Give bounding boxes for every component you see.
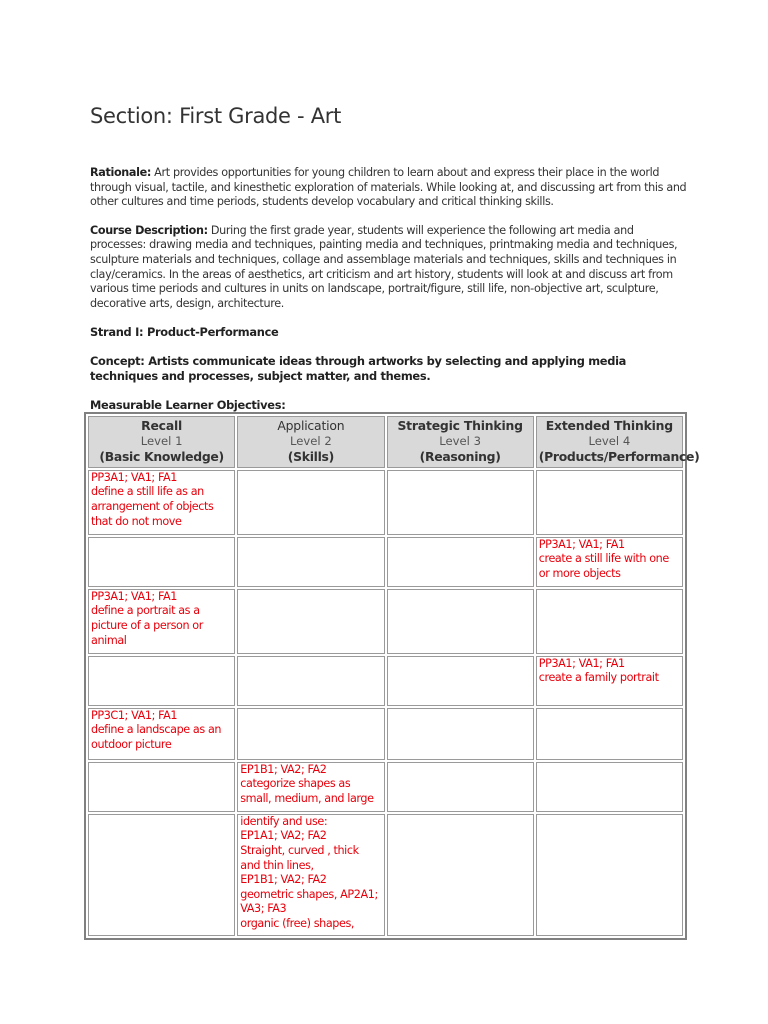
table-row (88, 537, 683, 587)
table-row (88, 708, 683, 760)
cell-application: identify and use: EP1A1; VA2; FA2 Straight, curved , thick and thin lines, EP1B1; VA2; FA2 geometric shapes, AP2A1; VA3; FA3 organic (free) shapes, (237, 814, 384, 936)
cell-extended-thinking (536, 762, 683, 812)
cell-strategic-thinking (387, 762, 534, 812)
header-sub: (Basic Knowledge) (99, 449, 224, 465)
cell-recall: PP3A1; VA1; FA1 define a still life as an arrangement of objects that do not move (88, 470, 235, 535)
cell-recall (88, 814, 235, 936)
cell-application (237, 708, 384, 760)
cell-application (237, 537, 384, 587)
table-row (88, 470, 683, 535)
course-description-label: Course Description: (90, 223, 208, 237)
header-strategic-thinking (387, 416, 534, 468)
header-extended-thinking (536, 416, 700, 468)
cell-strategic-thinking (387, 537, 534, 587)
cell-recall (88, 656, 235, 706)
rationale-label: Rationale: (90, 166, 151, 179)
header-sub: (Products/Performance) (538, 449, 700, 465)
course-description-paragraph (90, 224, 690, 312)
cell-strategic-thinking (387, 470, 534, 535)
concept-heading: Concept: Artists communicate ideas through artworks by selecting and applying media techniques and processes, subject matter, and themes. (90, 354, 627, 384)
objectives-label: Measurable Learner Objectives: (90, 398, 286, 413)
section-title: Section: First Grade - Art (90, 104, 342, 128)
course-description-text: During the first grade year, students will experience the following art media and processes: drawing media and techniques, painting media and techniques, printmaking media and techniques, sculpture materials and techniques, collage and assemblage materials and techniques, skills and techniques in clay/ceramics. In the areas of aesthetics, art criticism and art history, students will look at and discuss art from various time periods and cultures in units on landscape, portrait/figure, still life, non-objective art, sculpture, decorative arts, design, architecture. (90, 223, 678, 310)
cell-extended-thinking (536, 470, 683, 535)
rationale-paragraph (90, 166, 690, 210)
header-sub: (Skills) (287, 449, 334, 465)
cell-extended-thinking (536, 708, 683, 760)
header-name: Extended Thinking (545, 418, 673, 433)
header-level: Level 4 (588, 433, 631, 448)
cell-application (237, 589, 384, 654)
cell-recall (88, 537, 235, 587)
cell-recall: PP3C1; VA1; FA1 define a landscape as an outdoor picture (88, 708, 235, 760)
header-level: Level 1 (140, 433, 183, 448)
header-sub: (Reasoning) (419, 449, 501, 465)
header-name: Strategic Thinking (397, 418, 523, 433)
header-level: Level 3 (439, 433, 481, 448)
header-name: Recall (141, 418, 183, 433)
header-recall (88, 416, 235, 468)
document-page (90, 100, 690, 412)
cell-strategic-thinking (387, 656, 534, 706)
cell-extended-thinking (536, 814, 683, 936)
table-row (88, 814, 683, 936)
cell-extended-thinking (536, 589, 683, 654)
cell-strategic-thinking (387, 589, 534, 654)
cell-recall: PP3A1; VA1; FA1 define a portrait as a picture of a person or animal (88, 589, 235, 654)
cell-extended-thinking: PP3A1; VA1; FA1 create a family portrait (536, 656, 683, 706)
table-row (88, 589, 683, 654)
table-row (88, 656, 683, 706)
rationale-text: Art provides opportunities for young children to learn about and express their place in the world through visual, tactile, and kinesthetic exploration of materials. While looking at, and discussing art from this and other cultures and time periods, students develop vocabulary and critical thinking skills. (90, 166, 687, 209)
cell-strategic-thinking (387, 814, 534, 936)
strand-heading: Strand I: Product-Performance (90, 325, 279, 340)
table-header-row (88, 416, 683, 468)
table-body (88, 470, 683, 936)
objectives-table (84, 412, 700, 940)
cell-recall (88, 762, 235, 812)
header-level: Level 2 (290, 433, 332, 448)
cell-application (237, 470, 384, 535)
header-application (237, 416, 384, 468)
cell-application (237, 656, 384, 706)
cell-extended-thinking: PP3A1; VA1; FA1 create a still life with one or more objects (536, 537, 683, 587)
header-name: Application (277, 418, 345, 433)
table-row (88, 762, 683, 812)
cell-application: EP1B1; VA2; FA2 categorize shapes as small, medium, and large (237, 762, 384, 812)
cell-strategic-thinking (387, 708, 534, 760)
